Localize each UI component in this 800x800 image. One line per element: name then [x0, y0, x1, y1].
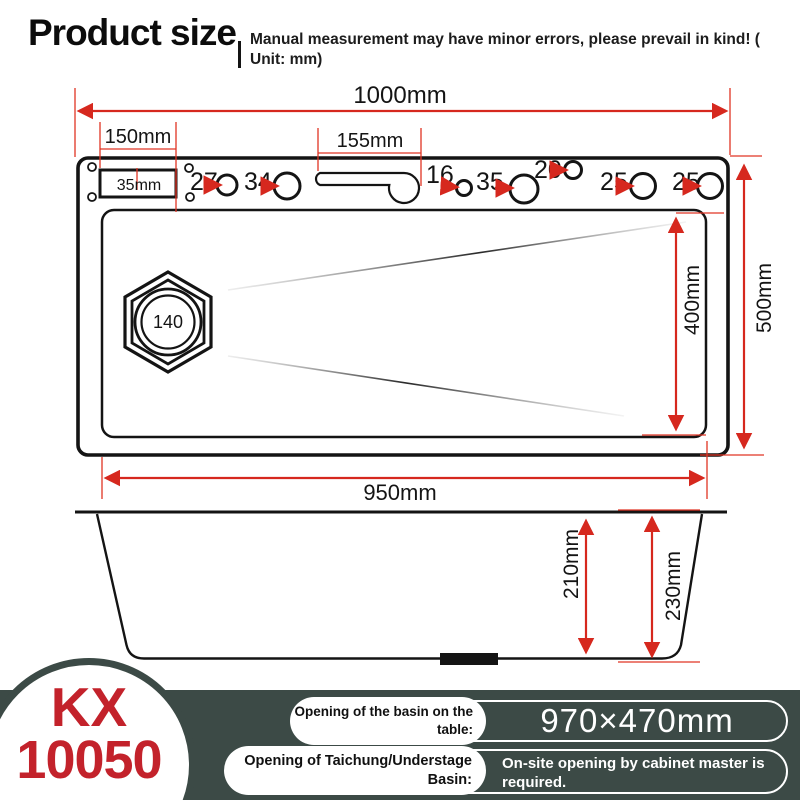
svg-text:16: 16	[426, 161, 454, 189]
hole-16	[426, 161, 472, 196]
dim-basin-length-950	[102, 441, 707, 505]
table-opening-label: Opening of the basin on the table:	[294, 704, 473, 737]
drain-size-label: 140	[152, 312, 184, 332]
svg-text:400mm: 400mm	[681, 264, 704, 336]
dim-basin-width-400	[642, 213, 724, 435]
table-opening-value: 970×470mm	[540, 702, 734, 739]
undermount-opening-label: Opening of Taichung/Understage Basin:	[244, 752, 472, 788]
basin-inner-outline	[102, 210, 706, 437]
disclaimer-text: Manual measurement may have minor errors, please prevail in kind! ( Unit: mm)	[250, 31, 760, 69]
deck-holes	[190, 156, 723, 203]
model-code-line2: 10050	[16, 730, 162, 791]
svg-text:25: 25	[600, 168, 628, 196]
hole-35	[476, 168, 538, 203]
hole-27	[190, 168, 237, 196]
dim-inner-depth-210	[560, 521, 586, 652]
svg-text:950mm: 950mm	[363, 480, 437, 505]
hole-25-a	[600, 168, 656, 199]
svg-text:150mm: 150mm	[104, 126, 172, 148]
svg-text:20: 20	[534, 156, 562, 184]
hole-34	[244, 168, 300, 199]
basin-reflection-line-lower	[228, 356, 624, 416]
svg-text:34: 34	[244, 168, 272, 196]
undermount-opening-value: On-site opening by cabinet master is required.	[502, 755, 765, 791]
undermount-opening-label-pill	[224, 746, 486, 795]
side-view	[75, 510, 727, 665]
faucet-slot	[316, 173, 419, 203]
accessory-box	[100, 168, 176, 197]
svg-text:210mm: 210mm	[560, 528, 583, 600]
svg-text:500mm: 500mm	[753, 262, 776, 334]
svg-text:230mm: 230mm	[662, 550, 685, 622]
drain	[125, 272, 211, 372]
svg-text:155mm: 155mm	[336, 130, 404, 152]
table-opening-label-pill	[290, 697, 486, 745]
svg-text:35: 35	[476, 168, 504, 196]
svg-text:25: 25	[672, 168, 700, 196]
hole-20	[534, 156, 582, 184]
svg-text:1000mm: 1000mm	[353, 82, 447, 109]
svg-text:27: 27	[190, 168, 218, 196]
model-code-line1: KX	[50, 676, 128, 738]
hole-25-b	[672, 168, 723, 199]
basin-reflection-line-upper	[228, 222, 686, 290]
dim-overall-height-230	[652, 518, 685, 656]
accessory-box-label: 35mm	[116, 177, 162, 194]
side-view-body	[97, 514, 702, 659]
page-title: Product size	[28, 12, 236, 53]
dim-overall-depth-500	[700, 156, 776, 455]
drain-boss	[440, 653, 498, 665]
